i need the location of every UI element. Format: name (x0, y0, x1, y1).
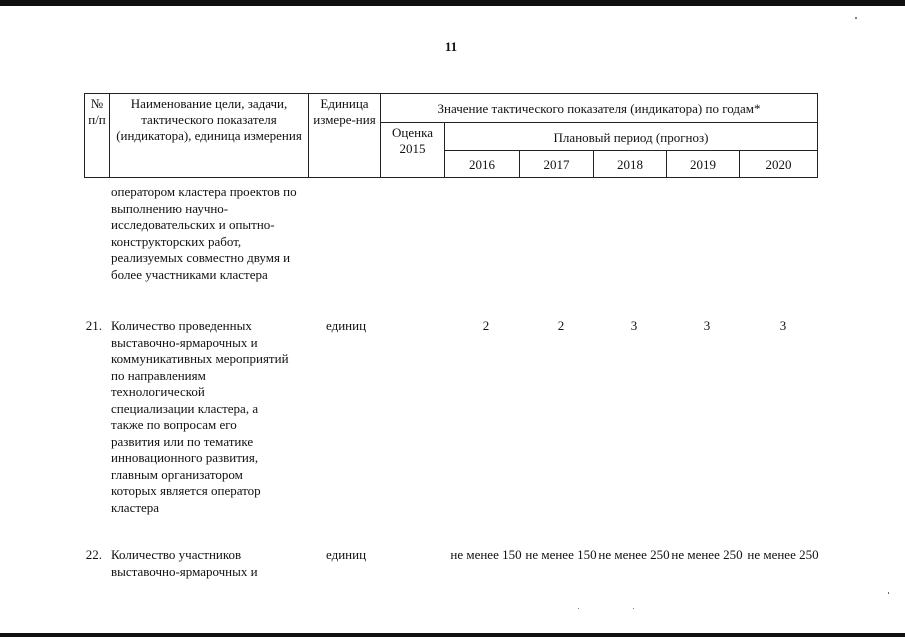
row-name: Количество участников выставочно-ярмарочных и (111, 547, 258, 579)
scan-speck (633, 608, 634, 609)
header-year: 2016 (445, 151, 520, 178)
row-name: Количество проведенных выставочно-ярмарочных и коммуникативных мероприятий по направлениям технологической специализации кластера, а также по вопросам его развития или по тематике инновационного развития, главным организатором которых является оператор кластера (111, 318, 289, 515)
page-number: 11 (444, 39, 458, 54)
row-value-2018: не менее 250 (598, 547, 670, 562)
row-unit: единиц (326, 547, 367, 562)
header-estimate: Оценка 2015 (381, 123, 445, 178)
row-value-2020: не менее 250 (747, 547, 819, 562)
header-year: 2020 (740, 151, 818, 178)
row-value-2019: 3 (703, 318, 711, 333)
row-value-2017: 2 (557, 318, 565, 333)
header-year: 2017 (520, 151, 594, 178)
scan-speck (888, 592, 889, 594)
header-unit: Единица измере-ния (309, 94, 381, 178)
scan-speck (855, 17, 857, 19)
row-unit: единиц (326, 318, 367, 333)
row-value-2017: не менее 150 (525, 547, 597, 562)
header-values: Значение тактического показателя (индикатора) по годам* (381, 94, 818, 123)
bottom-border-line (0, 633, 905, 637)
header-name: Наименование цели, задачи, тактического показателя (индикатора), единица измерения (110, 94, 309, 178)
row-number: 22. (85, 547, 102, 562)
row-value-2019: не менее 250 (671, 547, 743, 562)
header-plan-period: Плановый период (прогноз) (445, 123, 818, 151)
top-border-line (0, 0, 905, 6)
row-name: оператором кластера проектов по выполнению научно-исследовательских и опытно-конструкторских работ, реализуемых совместно двумя и более участниками кластера (111, 184, 297, 282)
row-value-2020: 3 (779, 318, 787, 333)
row-value-2016: не менее 150 (450, 547, 522, 562)
table-header (84, 93, 818, 178)
scan-speck (578, 608, 579, 609)
row-value-2018: 3 (630, 318, 638, 333)
header-year: 2019 (667, 151, 740, 178)
header-year: 2018 (594, 151, 667, 178)
row-value-2016: 2 (482, 318, 490, 333)
row-number: 21. (85, 318, 102, 333)
header-number: № п/п (85, 94, 110, 178)
